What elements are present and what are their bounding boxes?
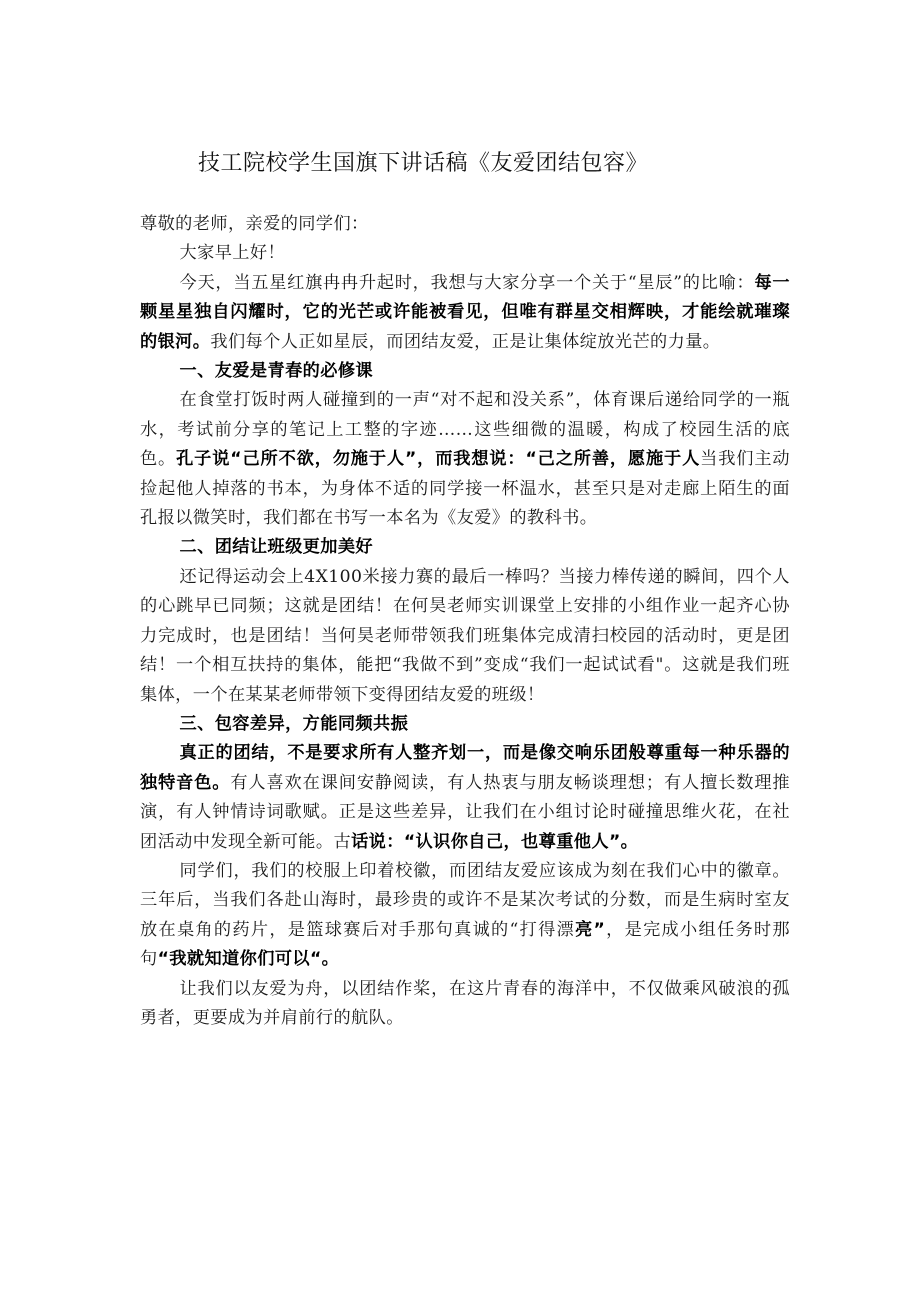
section1-paragraph [140, 386, 790, 533]
document-title: 技工院校学生国旗下讲话稿《友爱团结包容》 [197, 151, 648, 176]
closing-paragraph-2: 让我们以友爱为舟，以团结作桨，在这片青春的海洋中，不仅做乘风破浪的孤勇者，更要成为并肩前行的航队。 [140, 978, 790, 1028]
document-body [140, 210, 790, 1033]
section1-text-2: 当我们主动捡起他人掉落的书本，为身体不适的同学接一杯温水，甚至只是对走廊上陌生的面孔报以微笑时，我们都在书写一本名为《友爱》的教科书。 [140, 449, 790, 529]
intro-text-2: 我们每个人正如星辰，而团结友爱，正是让集体绽放光芒的力量。 [210, 331, 721, 352]
section1-bold-1: 孔子说“己所不欲，勿施于人”，而我想说：“己之所善，愿施于人 [176, 449, 701, 470]
section3-paragraph [140, 739, 790, 857]
closing1-bold-1: 亮” [575, 919, 606, 940]
intro-bold-1: 每一颗星星独自闪耀时，它的光芒或许能被看见，但唯有群星交相辉映，才能绘就璀璨的银河。 [140, 272, 790, 352]
greeting: 大家早上好！ [179, 243, 286, 264]
closing1-bold-2: “我就知道你们可以“。 [157, 949, 340, 970]
section-heading-2: 二、团结让班级更加美好 [179, 537, 374, 558]
closing1-text-1: 同学们，我们的校服上印着校徽，而团结友爱应该成为刻在我们心中的徽章。三年后，当我们各赴山海时，最珍贵的或许不是某次考试的分数，而是生病时室友放在桌角的药片，是篮球赛后对手那句真诚的“打得漂 [140, 860, 790, 940]
section3-bold-2: 话说：“认识你自己，也尊重他人”。 [351, 831, 639, 852]
section-heading-3: 三、包容差异，方能同频共振 [179, 713, 409, 734]
intro-paragraph [140, 269, 790, 357]
salutation: 尊敬的老师，亲爱的同学们： [140, 214, 369, 234]
section3-text-1: 有人喜欢在课间安静阅读，有人热衷与朋友畅谈理想；有人擅长数理推演，有人钟情诗词歌赋。正是这些差异，让我们在小组讨论时碰撞思维火花，在社团活动中发现全新可能。古 [140, 772, 790, 852]
section-heading-1: 一、友爱是青春的必修课 [179, 361, 374, 382]
section3-bold-1: 真正的团结，不是要求所有人整齐划一，而是像交响乐团般尊重每一种乐器的独特音色。 [140, 743, 790, 793]
closing-paragraph-1 [140, 857, 790, 975]
intro-text-1: 今天，当五星红旗冉冉升起时，我想与大家分享一个关于“星辰”的比喻： [179, 272, 755, 293]
section2-paragraph: 还记得运动会上4X100米接力赛的最后一棒吗？当接力棒传递的瞬间，四个人的心跳早已同频；这就是团结！在何昊老师实训课堂上安排的小组作业一起齐心协力完成时，也是团结！当何昊老师带领我们班集体完成清扫校园的活动时，更是团结！一个相互扶持的集体，能把“我做不到”变成“我们一起试试看"。这就是我们班集体，一个在某某老师带领下变得团结友爱的班级！ [140, 566, 791, 705]
section1-text-1: 在食堂打饭时两人碰撞到的一声“对不起和没关系”，体育课后递给同学的一瓶水，考试前分享的笔记上工整的字迹……这些细微的温暖，构成了校园生活的底色。 [140, 390, 790, 470]
closing1-text-2: ，是完成小组任务时那句 [140, 919, 790, 970]
